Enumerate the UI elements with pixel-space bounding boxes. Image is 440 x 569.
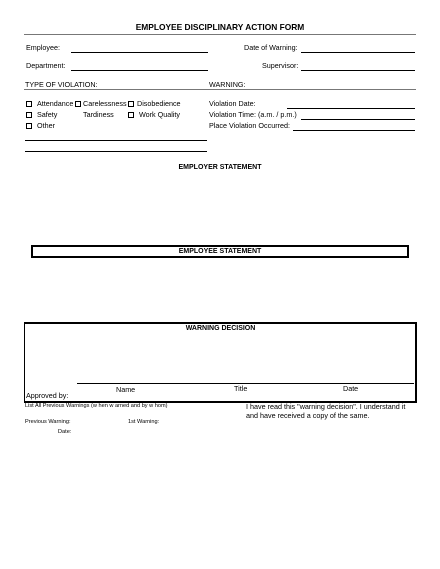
- department-field[interactable]: [71, 70, 208, 71]
- title-divider: [24, 34, 416, 35]
- approval-title-label: Title: [234, 384, 248, 393]
- attendance-checkbox[interactable]: [26, 101, 32, 107]
- violation-date-field[interactable]: [287, 108, 415, 109]
- employee-statement-box: [31, 245, 409, 258]
- violation-divider: [24, 89, 208, 90]
- safety-checkbox[interactable]: [26, 112, 32, 118]
- date-of-warning-label: Date of Warning:: [244, 43, 298, 52]
- employer-statement-title: EMPLOYER STATEMENT: [178, 164, 262, 171]
- form-title: EMPLOYEE DISCIPLINARY ACTION FORM: [135, 22, 305, 32]
- employee-statement-area[interactable]: [24, 260, 416, 320]
- violation-time-field[interactable]: [301, 119, 415, 120]
- type-of-violation-label: TYPE OF VIOLATION:: [25, 80, 98, 89]
- other-description-line-1[interactable]: [25, 140, 207, 141]
- approval-name-label: Name: [116, 385, 136, 394]
- other-description-line-2[interactable]: [25, 151, 207, 152]
- employee-label: Employee:: [26, 43, 60, 52]
- work-quality-label: Work Quality: [139, 110, 181, 119]
- supervisor-field[interactable]: [301, 70, 415, 71]
- attendance-label: Attendance: [37, 99, 74, 108]
- tardiness-label: Tardiness: [83, 110, 114, 119]
- other-label: Other: [37, 121, 55, 130]
- violation-date-label: Violation Date:: [209, 99, 256, 108]
- warning-divider: [208, 89, 416, 90]
- carelessness-label: Carelessness: [83, 99, 127, 108]
- approval-date-label: Date: [343, 384, 359, 393]
- other-checkbox[interactable]: [26, 123, 32, 129]
- employer-statement-area[interactable]: [24, 176, 416, 240]
- employee-field[interactable]: [71, 52, 208, 53]
- supervisor-label: Supervisor:: [262, 61, 299, 70]
- department-label: Department:: [26, 61, 66, 70]
- previous-warning-label: Previous Warning:: [25, 419, 71, 425]
- disobedience-checkbox[interactable]: [128, 101, 134, 107]
- date-of-warning-field[interactable]: [301, 52, 415, 53]
- acknowledgement-line-1: I have read this "warning decision". I understand it: [246, 402, 406, 411]
- disobedience-label: Disobedience: [137, 99, 181, 108]
- place-violation-label: Place Violation Occurred:: [209, 121, 290, 130]
- warning-decision-title: WARNING DECISION: [185, 325, 256, 332]
- previous-warnings-note: List All Previous Warnings (w hen w arned and by w hom): [25, 403, 168, 409]
- acknowledgement-line-2: and have received a copy of the same.: [246, 411, 370, 420]
- place-violation-field[interactable]: [293, 130, 415, 131]
- carelessness-checkbox[interactable]: [75, 101, 81, 107]
- violation-time-label: Violation Time: (a.m. / p.m.): [209, 110, 297, 119]
- first-warning-label: 1st Warning:: [128, 419, 160, 425]
- warning-label: WARNING:: [209, 80, 246, 89]
- safety-label: Safety: [37, 110, 58, 119]
- previous-warning-date-label: Date:: [58, 429, 72, 435]
- employee-statement-title: EMPLOYEE STATEMENT: [178, 248, 262, 255]
- approved-by-label: Approved by:: [26, 391, 69, 400]
- warning-decision-area[interactable]: [30, 336, 410, 380]
- work-quality-checkbox[interactable]: [128, 112, 134, 118]
